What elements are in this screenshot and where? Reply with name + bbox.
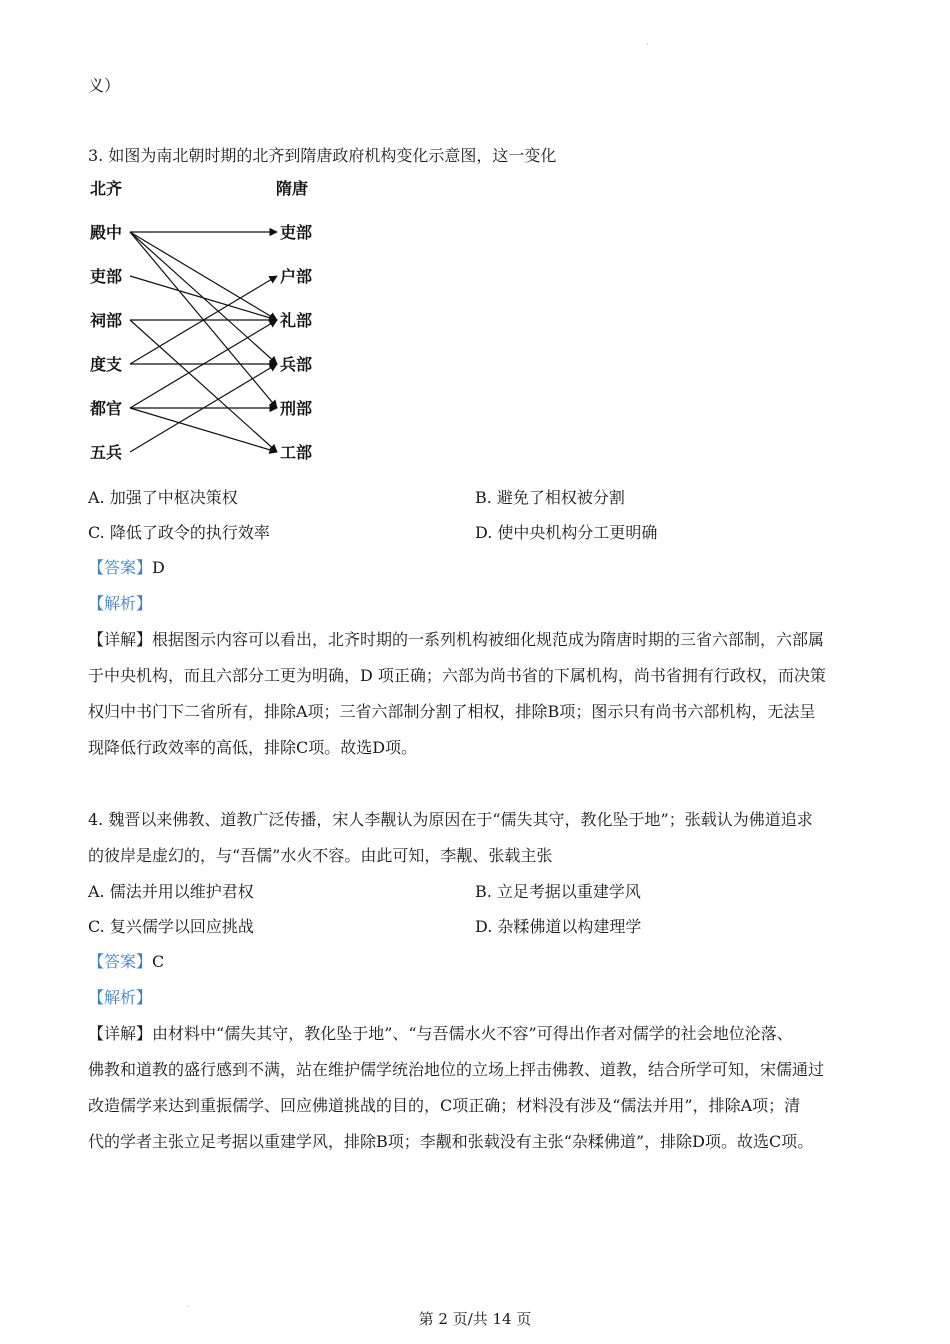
figure-left-item: 祠部: [90, 311, 123, 330]
q3-detail-line-4: 现降低行政效率的高低，排除C项。故选D项。: [88, 738, 418, 757]
q4-option-d: D. 杂糅佛道以构建理学: [475, 917, 642, 936]
figure-right-item: 户部: [280, 267, 313, 286]
answer-label: 【答案】: [88, 558, 153, 577]
q4-option-b: B. 立足考据以重建学风: [475, 882, 641, 901]
q3-detail-line-2: 于中央机构，而且六部分工更为明确，D 项正确；六部为尚书省的下属机构，尚书省拥有行政权，而决策: [88, 666, 826, 685]
scan-dot: ·: [187, 1302, 190, 1311]
figure-right-header: 隋唐: [276, 179, 309, 198]
figure-left-item: 五兵: [90, 443, 123, 462]
q4-answer-line: [88, 952, 164, 972]
top-fragment: 义）: [88, 76, 121, 95]
q4-option-c: C. 复兴儒学以回应挑战: [88, 917, 254, 936]
figure-arrow: [130, 232, 277, 320]
q3-option-a: A. 加强了中枢决策权: [88, 488, 238, 507]
figure-links: [130, 232, 277, 452]
q3-detail-line-3: 权归中书门下二省所有，排除A项；三省六部制分割了相权，排除B项；图示只有尚书六部机构，无法呈: [88, 702, 816, 721]
q3-answer-line: [88, 558, 165, 578]
analysis-label: 【解析】: [88, 988, 153, 1007]
q3-option-d: D. 使中央机构分工更明确: [475, 523, 658, 542]
scan-dot: ·: [646, 40, 649, 49]
q4-detail-line-2: 佛教和道教的盛行感到不满，站在维护儒学统治地位的立场上抨击佛教、道教，结合所学可知，宋儒通过: [88, 1060, 825, 1079]
figure-right-item: 兵部: [280, 355, 313, 374]
q3-detail-line-1: 【详解】根据图示内容可以看出，北齐时期的一系列机构被细化规范成为隋唐时期的三省六部制，六部属: [88, 630, 825, 649]
analysis-label: 【解析】: [88, 594, 153, 613]
q4-analysis-label: [88, 988, 152, 1008]
q3-analysis-label: [88, 594, 152, 614]
figure-arrow: [130, 276, 277, 320]
figure-right-item: 刑部: [280, 399, 313, 418]
q4-detail-line-3: 改造儒学来达到重振儒学、回应佛道挑战的目的，C项正确；材料没有涉及“儒法并用”，排除A项；清: [88, 1096, 801, 1115]
figure-left-item: 殿中: [90, 223, 123, 242]
figure-left-item: 吏部: [90, 267, 123, 286]
figure-arrow: [130, 408, 277, 452]
page-footer: 第 2 页/共 14 页: [418, 1310, 532, 1328]
q4-detail-line-1: 【详解】由材料中“儒失其守，教化坠于地”、“与吾儒水火不容”可得出作者对儒学的社会地位沦落、: [88, 1024, 793, 1043]
detail-label: 【详解】: [88, 1024, 153, 1043]
detail-label: 【详解】: [88, 630, 153, 649]
figure-arrow: [130, 320, 277, 452]
figure-right-item: 工部: [280, 443, 313, 462]
figure-left-labels: [89, 223, 122, 462]
q3-option-c: C. 降低了政令的执行效率: [88, 523, 270, 542]
answer-value: C: [152, 952, 165, 971]
figure-right-item: 礼部: [280, 311, 313, 330]
figure-left-header: 北齐: [90, 179, 123, 198]
figure-left-item: 都官: [90, 399, 123, 418]
figure-left-item: 度支: [90, 355, 123, 374]
figure-right-labels: [279, 223, 312, 462]
q4-detail-line-4: 代的学者主张立足考据以重建学风，排除B项；李觏和张载没有主张“杂糅佛道”，排除D项。故选C项。: [88, 1132, 814, 1151]
answer-label: 【答案】: [88, 952, 153, 971]
q4-option-a: A. 儒法并用以维护君权: [88, 882, 254, 901]
q3-option-b: B. 避免了相权被分割: [475, 488, 625, 507]
answer-value: D: [152, 558, 165, 577]
figure-right-item: 吏部: [280, 223, 313, 242]
q4-stem-line-2: 的彼岸是虚幻的，与“吾儒”水火不容。由此可知，李觏、张载主张: [88, 846, 553, 865]
q3-figure: [84, 172, 324, 464]
q3-stem: 3. 如图为南北朝时期的北齐到隋唐政府机构变化示意图，这一变化: [88, 146, 557, 165]
q4-stem-line-1: 4. 魏晋以来佛教、道教广泛传播，宋人李觏认为原因在于“儒失其守，教化坠于地”；张载认为佛道追求: [88, 810, 813, 829]
